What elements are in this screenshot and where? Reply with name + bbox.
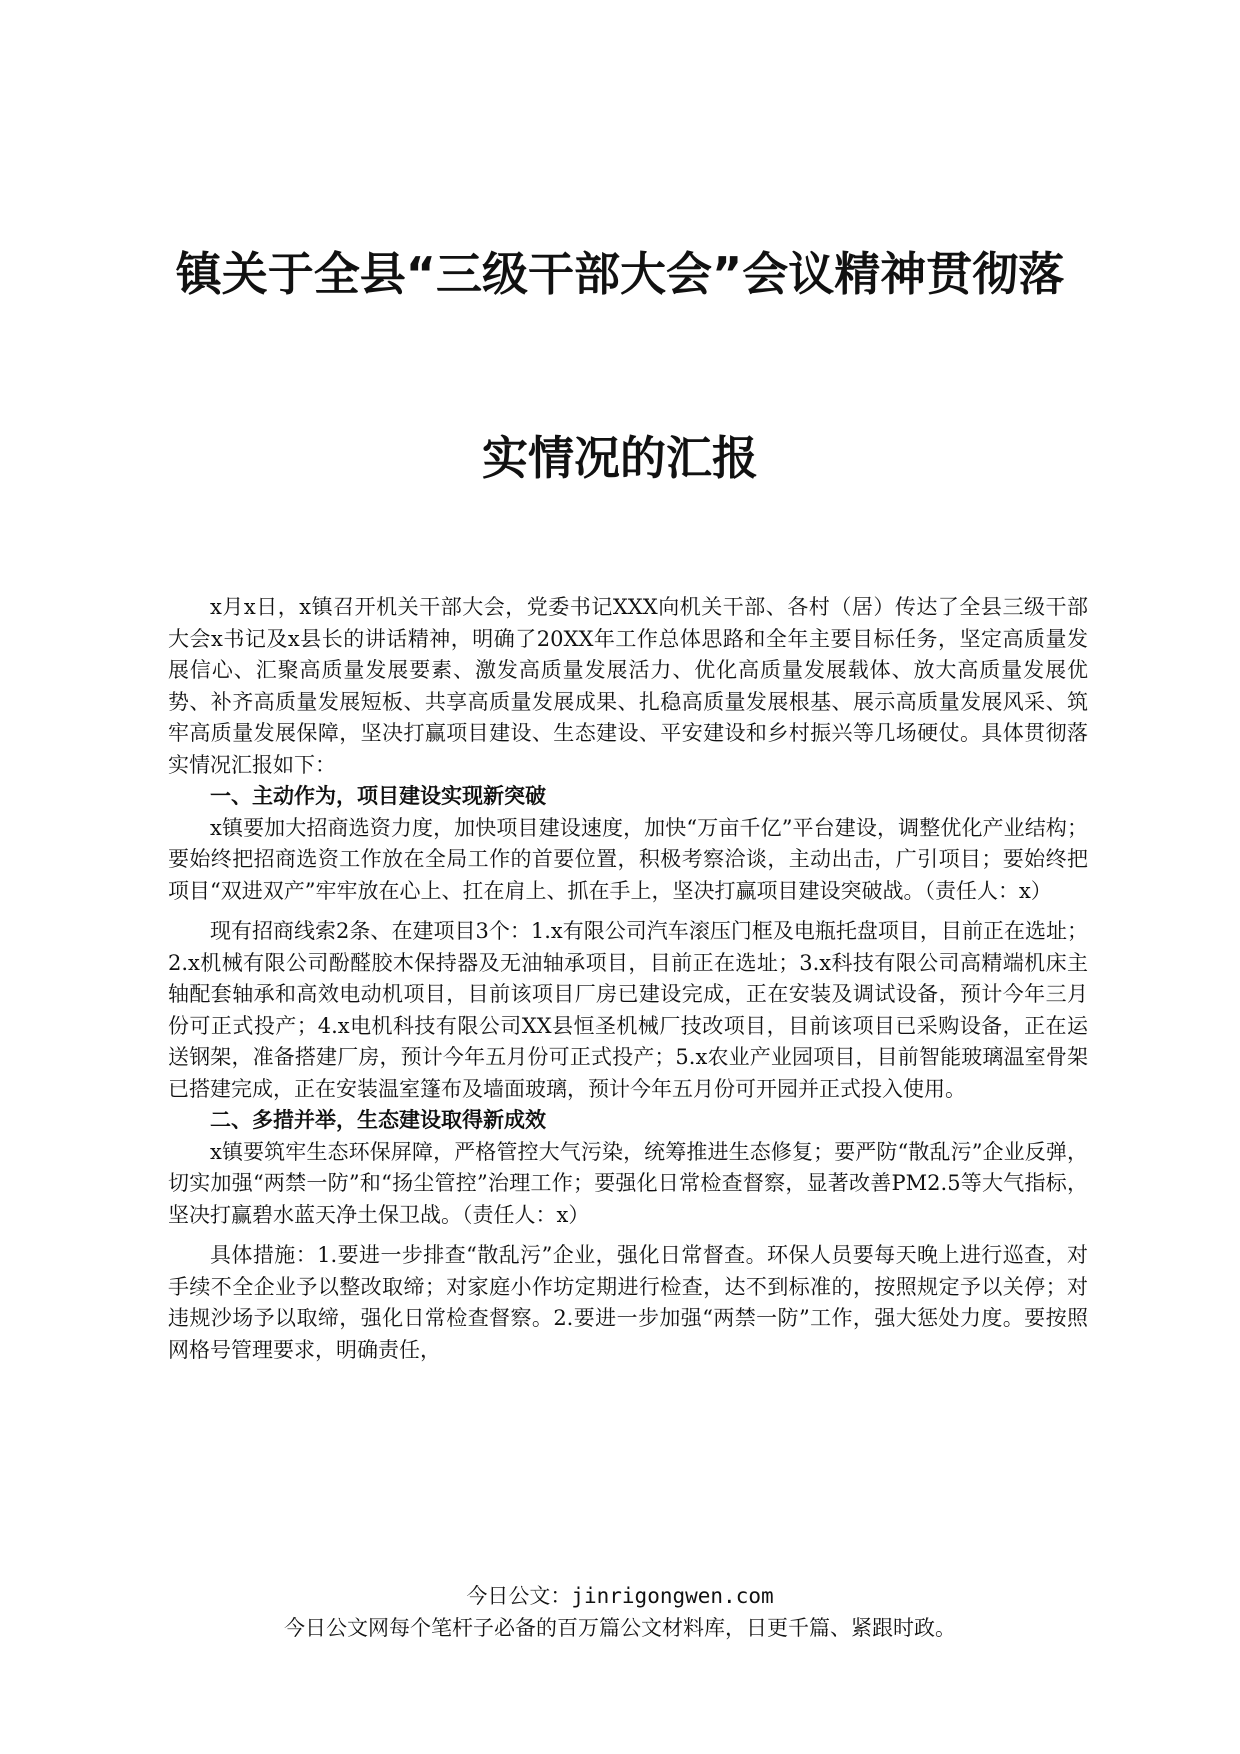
section-2-paragraph-1: x镇要筑牢生态环保屏障，严格管控大气污染，统筹推进生态修复；要严防“散乱污”企业反弹，切实加强“两禁一防”和“扬尘管控”治理工作；要强化日常检查督察，显著改善PM2.5等大气指标，坚决打赢碧水蓝天净土保卫战。（责任人：x） [168, 1139, 1088, 1227]
intro-paragraph: x月x日，x镇召开机关干部大会，党委书记XXX向机关干部、各村（居）传达了全县三级干部大会x书记及x县长的讲话精神，明确了20XX年工作总体思路和全年主要目标任务，坚定高质量发展信心、汇聚高质量发展要素、激发高质量发展活力、优化高质量发展载体、放大高质量发展优势、补齐高质量发展短板、共享高质量发展成果、扎稳高质量发展根基、展示高质量发展风采、筑牢高质量发展保障，坚决打赢项目建设、生态建设、平安建设和乡村振兴等几场硬仗。具体贯彻落实情况汇报如下： [168, 595, 1088, 777]
document-title-line-2: 实情况的汇报 [482, 431, 758, 485]
footer-site-line [0, 1580, 1240, 1610]
section-heading-2: 二、多措并举，生态建设取得新成效 [210, 1108, 546, 1132]
section-1-paragraph-2: 现有招商线索2条、在建项目3个：1.x有限公司汽车滚压门框及电瓶托盘项目，目前正在选址；2.x机械有限公司酚醛胶木保持器及无油轴承项目，目前正在选址；3.x科技有限公司高精端机床主轴配套轴承和高效电动机项目，目前该项目厂房已建设完成，正在安装及调试设备，预计今年三月份可正式投产；4.x电机科技有限公司XX县恒圣机械厂技改项目，目前该项目已采购设备，正在运送钢架，准备搭建厂房，预计今年五月份可正式投产；5.x农业产业园项目，目前智能玻璃温室骨架已搭建完成，正在安装温室篷布及墙面玻璃，预计今年五月份可开园并正式投入使用。 [168, 919, 1088, 1101]
footer-site-link[interactable]: jinrigongwen.com [571, 1584, 774, 1608]
footer-slogan: 今日公文网每个笔杆子必备的百万篇公文材料库，日更千篇、紧跟时政。 [284, 1616, 956, 1640]
document-body [168, 592, 1088, 1366]
section-2-paragraph-2: 具体措施：1.要进一步排查“散乱污”企业，强化日常督查。环保人员要每天晚上进行巡查，对手续不全企业予以整改取缔；对家庭小作坊定期进行检查，达不到标准的，按照规定予以关停；对违规沙场予以取缔，强化日常检查督察。2.要进一步加强“两禁一防”工作，强大惩处力度。要按照网格号管理要求，明确责任， [168, 1243, 1088, 1362]
section-heading-1: 一、主动作为，项目建设实现新突破 [210, 784, 546, 808]
footer-site-label: 今日公文： [466, 1584, 572, 1608]
section-1-paragraph-1: x镇要加大招商选资力度，加快项目建设速度，加快“万亩千亿”平台建设，调整优化产业结构；要始终把招商选资工作放在全局工作的首要位置，积极考察洽谈，主动出击，广引项目；要始终把项目“双进双产”牢牢放在心上、扛在肩上、抓在手上，坚决打赢项目建设突破战。（责任人：x） [168, 815, 1088, 903]
document-title-line-1: 镇关于全县“三级干部大会”会议精神贯彻落 [175, 247, 1065, 301]
